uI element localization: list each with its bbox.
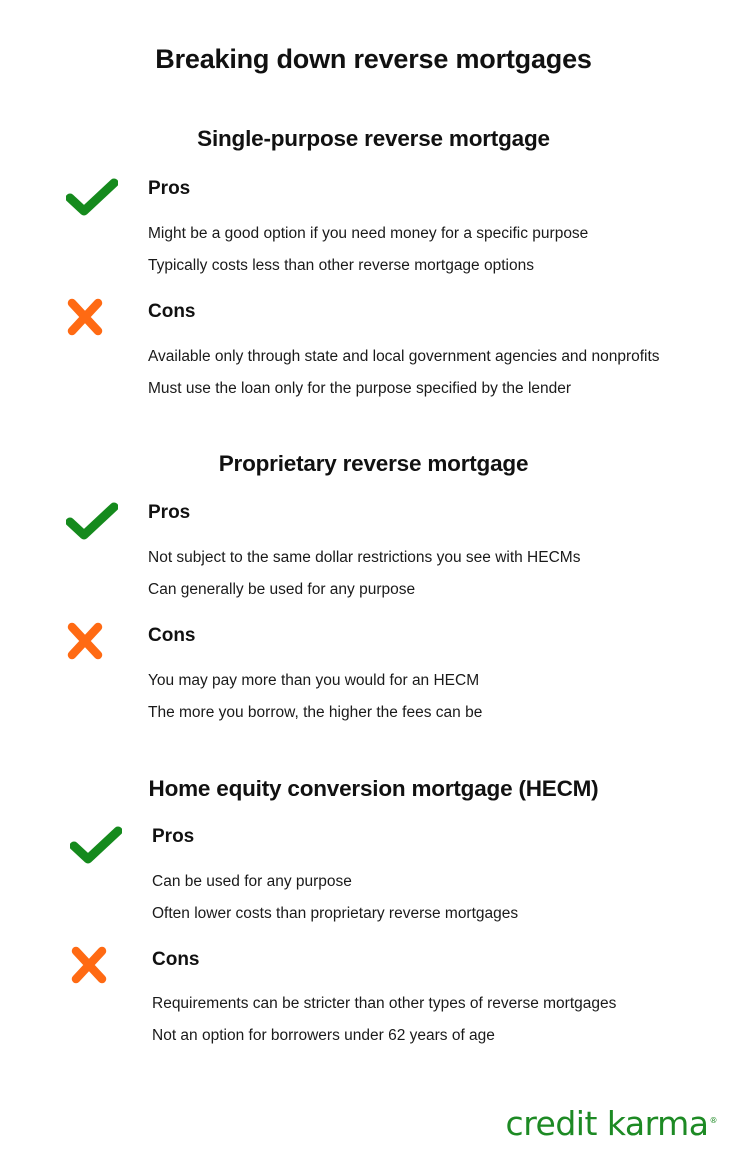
cons-item: Must use the loan only for the purpose specified by the lender xyxy=(148,380,572,397)
pros-item: Typically costs less than other reverse mortgage options xyxy=(148,257,534,274)
registered-mark: ® xyxy=(709,1116,717,1125)
credit-karma-logo xyxy=(506,1104,717,1143)
logo-text: credit karma xyxy=(505,1104,709,1143)
page-title: Breaking down reverse mortgages xyxy=(155,44,592,74)
check-icon xyxy=(66,501,118,541)
section-heading: Home equity conversion mortgage (HECM) xyxy=(148,776,599,801)
cons-item: Not an option for borrowers under 62 years of age xyxy=(152,1027,495,1044)
section-heading: Proprietary reverse mortgage xyxy=(218,451,529,476)
cons-item: You may pay more than you would for an HECM xyxy=(148,672,480,689)
pros-label: Pros xyxy=(148,178,191,199)
cross-icon xyxy=(62,298,114,338)
cons-item: The more you borrow, the higher the fees can be xyxy=(148,704,483,721)
pros-item: Often lower costs than proprietary reverse mortgages xyxy=(152,905,519,922)
cons-label: Cons xyxy=(152,949,200,970)
check-icon xyxy=(70,825,122,865)
cons-item: Requirements can be stricter than other types of reverse mortgages xyxy=(152,995,617,1012)
cons-item: Available only through state and local government agencies and nonprofits xyxy=(148,348,660,365)
pros-item: Might be a good option if you need money for a specific purpose xyxy=(148,225,589,242)
cons-label: Cons xyxy=(148,301,196,322)
pros-item: Not subject to the same dollar restrictions you see with HECMs xyxy=(148,549,581,566)
pros-label: Pros xyxy=(148,502,191,523)
check-icon xyxy=(66,177,118,217)
pros-label: Pros xyxy=(152,826,195,847)
cross-icon xyxy=(66,946,118,986)
cross-icon xyxy=(62,622,114,662)
pros-item: Can be used for any purpose xyxy=(152,873,352,890)
cons-label: Cons xyxy=(148,625,196,646)
section-heading: Single-purpose reverse mortgage xyxy=(197,126,550,151)
pros-item: Can generally be used for any purpose xyxy=(148,581,416,598)
